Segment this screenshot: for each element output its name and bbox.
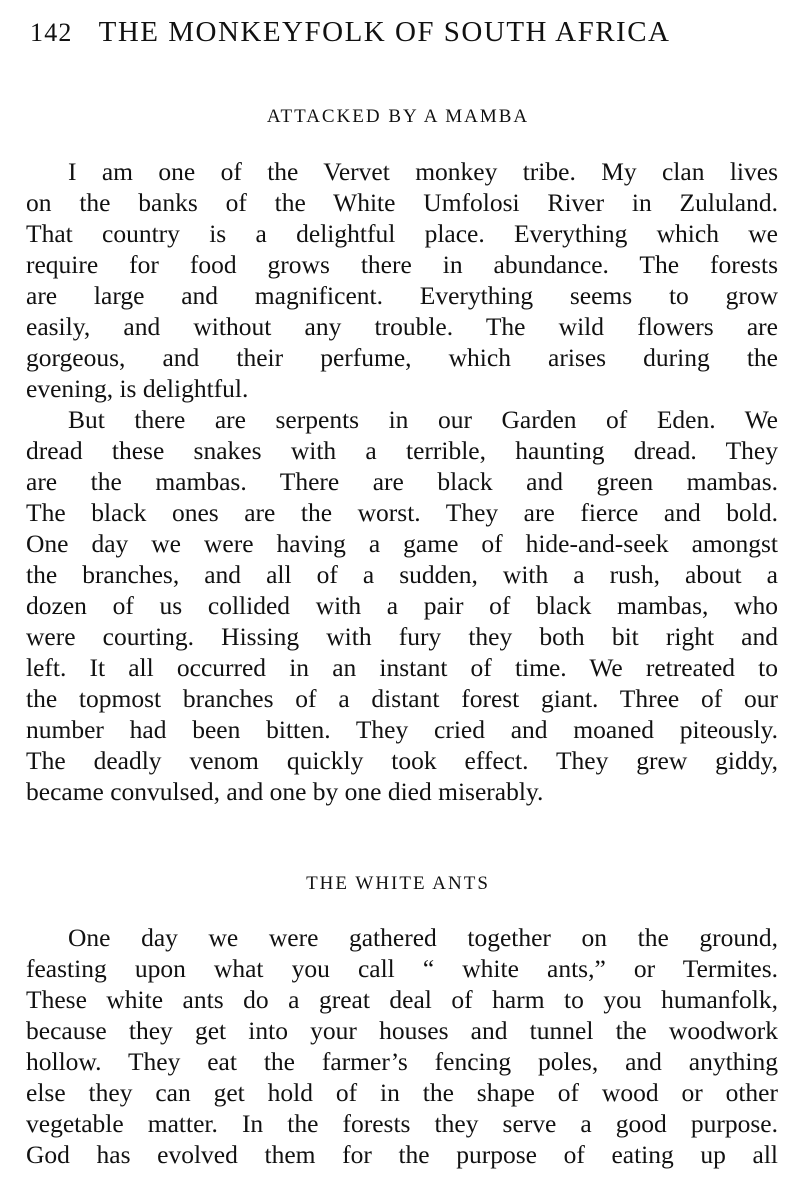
running-head — [30, 16, 756, 49]
text-line: require for food grows there in abundance. The forests — [26, 250, 778, 279]
text-line: became convulsed, and one by one died miserably. — [26, 777, 544, 806]
text-line: else they can get hold of in the shape of wood or other — [26, 1078, 778, 1107]
text-line: because they get into your houses and tunnel the woodwork — [26, 1016, 778, 1045]
text-line: the topmost branches of a distant forest giant. Three of our — [26, 684, 778, 713]
text-line: The deadly venom quickly took effect. They grew giddy, — [26, 746, 778, 775]
text-line: were courting. Hissing with fury they both bit right and — [26, 622, 778, 651]
section-body-white-ants — [26, 922, 778, 1170]
paragraph — [26, 404, 778, 807]
text-line: But there are serpents in our Garden of Eden. We — [68, 405, 778, 434]
text-line: hollow. They eat the farmer’s fencing poles, and anything — [26, 1047, 778, 1076]
text-line: the branches, and all of a sudden, with a rush, about a — [26, 560, 778, 589]
text-line: dozen of us collided with a pair of black mambas, who — [26, 591, 778, 620]
text-line: feasting upon what you call “ white ants,” or Termites. — [26, 954, 778, 983]
section-body-mamba — [26, 156, 778, 807]
text-line: These white ants do a great deal of harm to you humanfolk, — [26, 985, 778, 1014]
section-heading-mamba: ATTACKED BY A MAMBA — [266, 106, 530, 127]
text-line: One day we were having a game of hide-and-seek amongst — [26, 529, 778, 558]
text-line: gorgeous, and their perfume, which arises during the — [26, 343, 778, 372]
text-line: I am one of the Vervet monkey tribe. My clan lives — [68, 157, 778, 186]
page-number: 142 — [30, 18, 73, 47]
text-line: are large and magnificent. Everything seems to grow — [26, 281, 778, 310]
text-line: God has evolved them for the purpose of eating up all — [26, 1140, 778, 1169]
text-line: vegetable matter. In the forests they serve a good purpose. — [26, 1109, 778, 1138]
text-line: dread these snakes with a terrible, haunting dread. They — [26, 436, 778, 465]
text-line: are the mambas. There are black and green mambas. — [26, 467, 778, 496]
paragraph — [26, 156, 778, 404]
text-line: The black ones are the worst. They are fierce and bold. — [26, 498, 778, 527]
text-line: One day we were gathered together on the ground, — [68, 923, 778, 952]
text-line: number had been bitten. They cried and moaned piteously. — [26, 715, 778, 744]
paragraph — [26, 922, 778, 1170]
section-heading-white-ants: THE WHITE ANTS — [306, 873, 490, 894]
text-line: easily, and without any trouble. The wild flowers are — [26, 312, 778, 341]
text-line: left. It all occurred in an instant of time. We retreated to — [26, 653, 778, 682]
running-title: THE MONKEYFOLK OF SOUTH AFRICA — [98, 16, 671, 48]
text-line: That country is a delightful place. Everything which we — [26, 219, 778, 248]
text-line: evening, is delightful. — [26, 374, 249, 403]
text-line: on the banks of the White Umfolosi River in Zululand. — [26, 188, 778, 217]
